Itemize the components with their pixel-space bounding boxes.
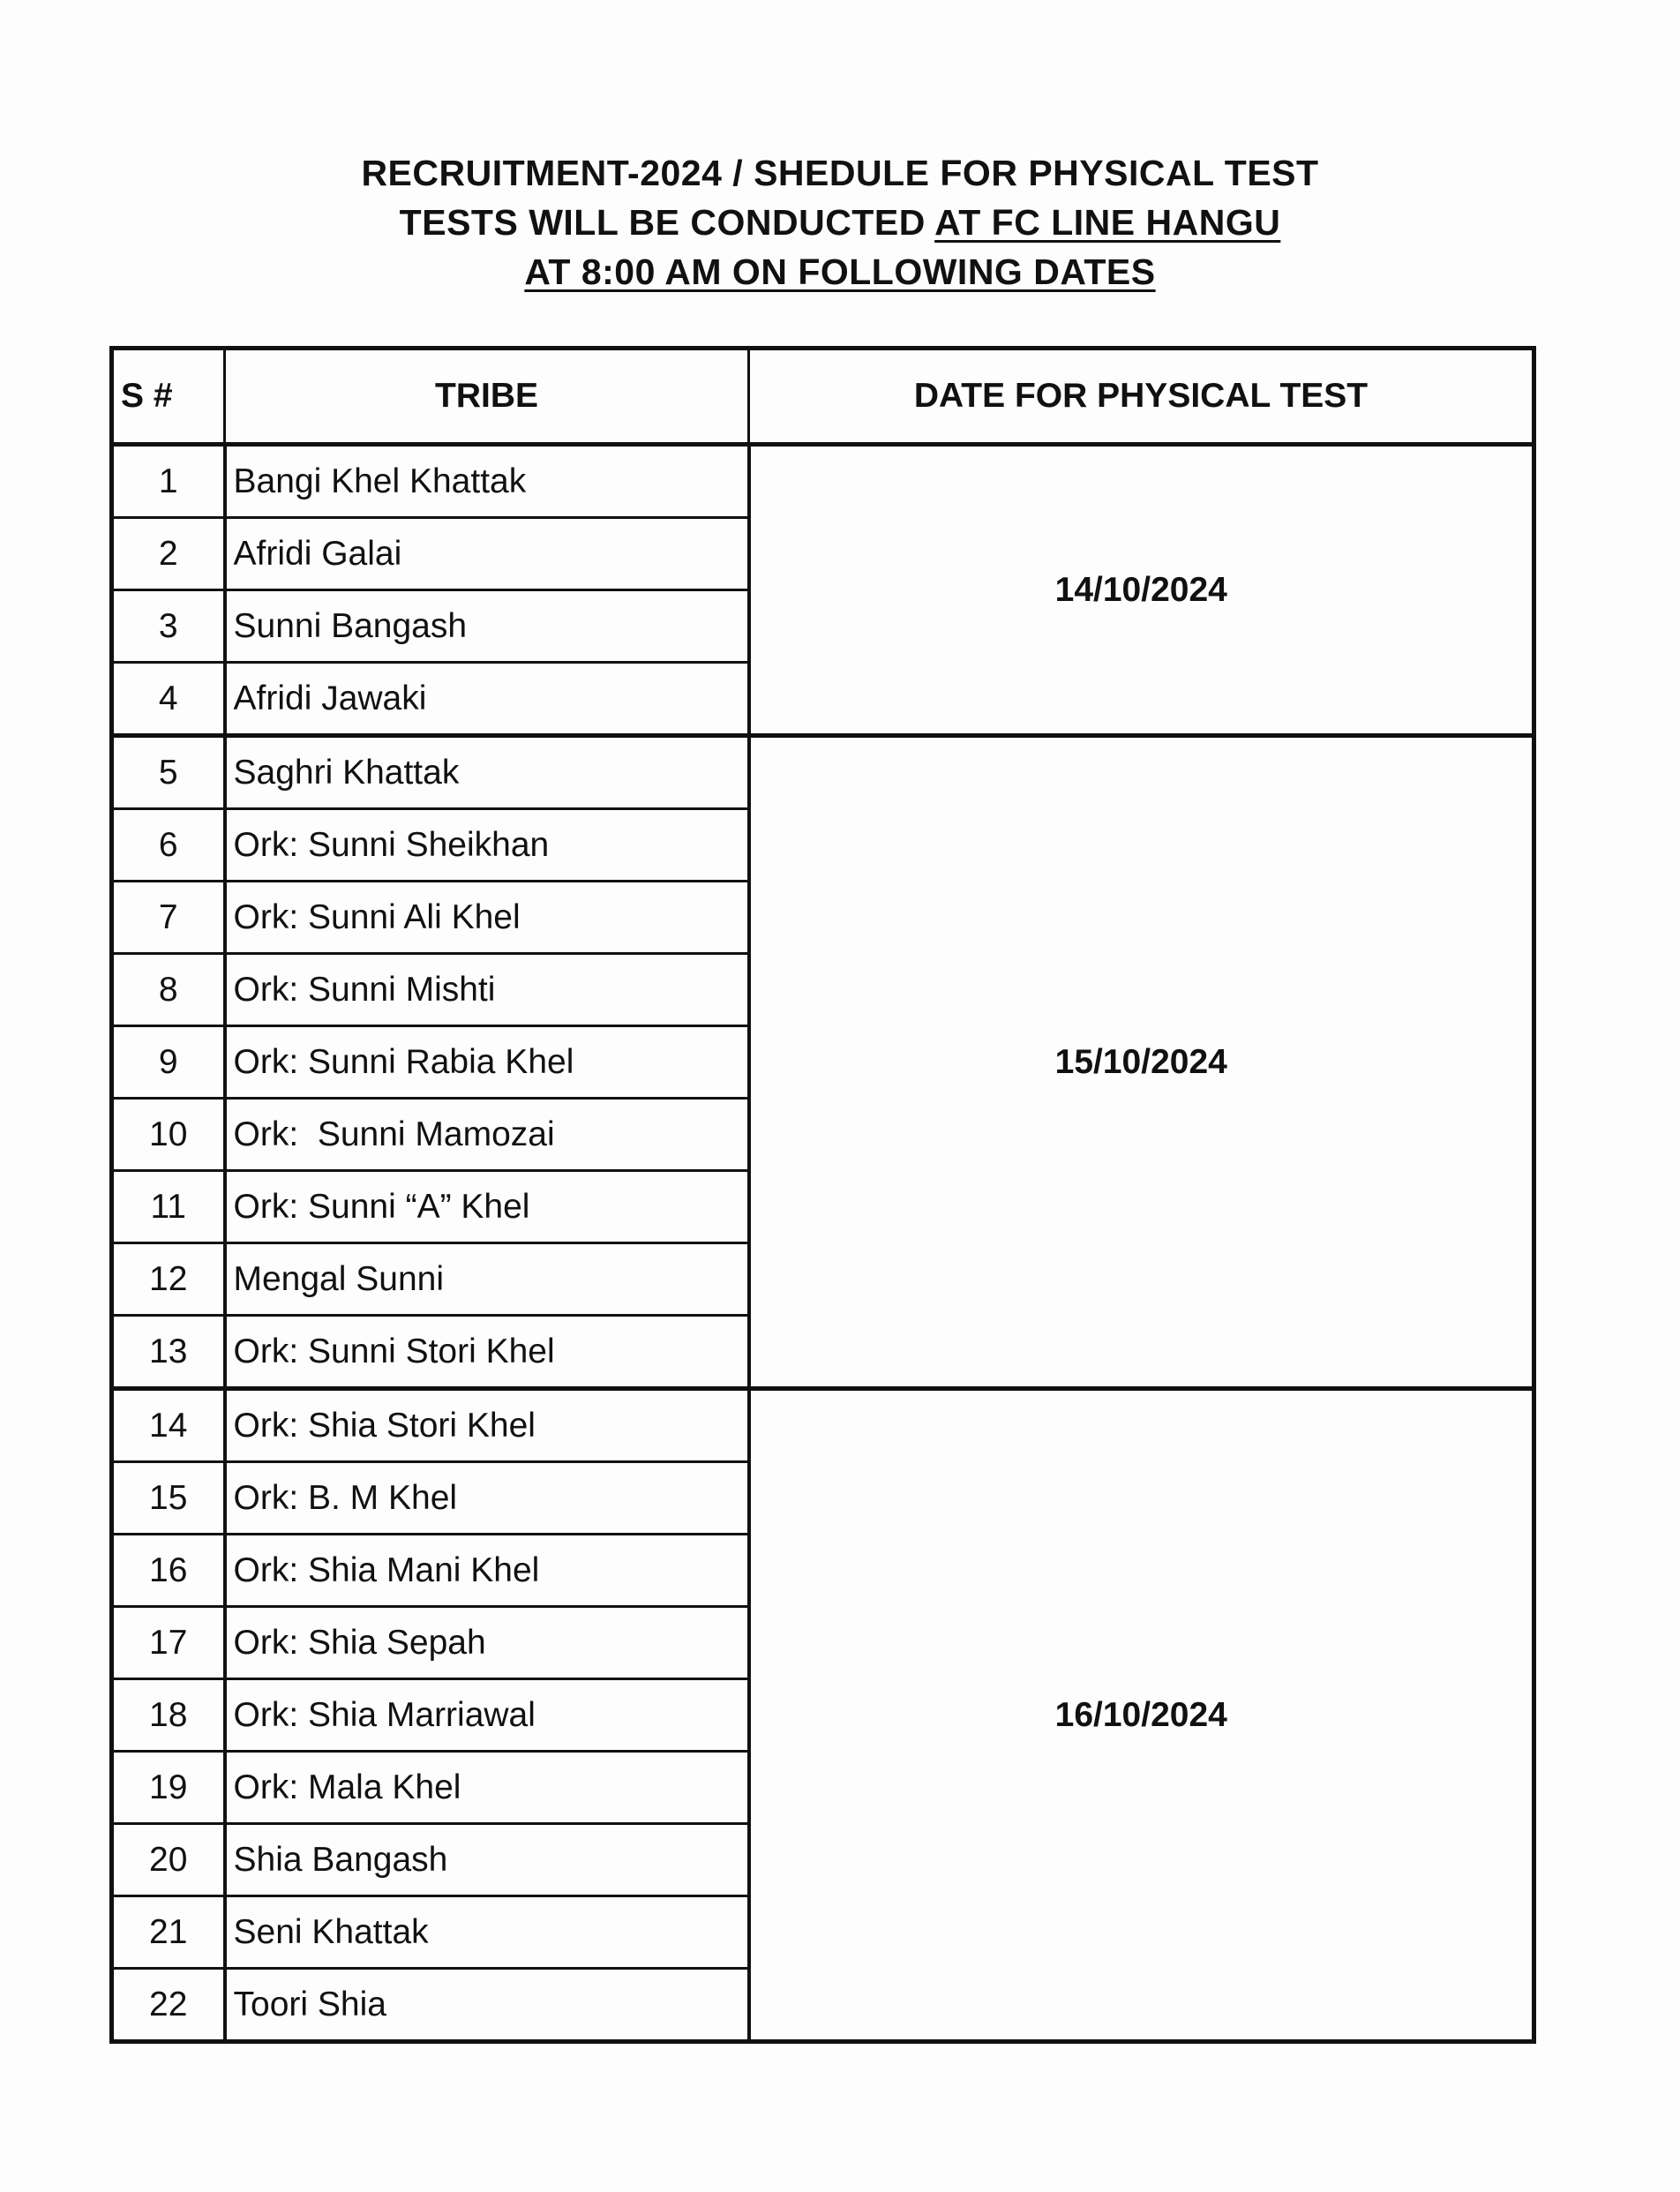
tribe-cell: Ork: Sunni “A” Khel [225, 1171, 749, 1243]
schedule-table-body [112, 445, 1534, 2042]
tribe-cell: Seni Khattak [225, 1896, 749, 1969]
column-header-date: DATE FOR PHYSICAL TEST [749, 349, 1534, 445]
tribe-cell: Ork: Sunni Ali Khel [225, 882, 749, 954]
document-header [0, 148, 1680, 297]
header-venue: AT FC LINE HANGU [934, 202, 1281, 243]
table-row [112, 1389, 1534, 1462]
serial-number-cell: 21 [112, 1896, 225, 1969]
column-header-tribe: TRIBE [225, 349, 749, 445]
tribe-cell: Shia Bangash [225, 1824, 749, 1896]
serial-number-cell: 14 [112, 1389, 225, 1462]
serial-number-cell: 18 [112, 1679, 225, 1752]
serial-number-cell: 8 [112, 954, 225, 1026]
serial-number-cell: 22 [112, 1969, 225, 2042]
test-date-cell: 16/10/2024 [749, 1389, 1534, 2042]
tribe-cell: Ork: Sunni Mamozai [225, 1099, 749, 1171]
serial-number-cell: 3 [112, 590, 225, 663]
tribe-cell: Ork: Sunni Stori Khel [225, 1316, 749, 1389]
tribe-cell: Saghri Khattak [225, 736, 749, 809]
serial-number-cell: 15 [112, 1462, 225, 1535]
header-line-2-text: TESTS WILL BE CONDUCTED [399, 202, 935, 243]
column-header-serial: S # [112, 349, 225, 445]
tribe-cell: Afridi Galai [225, 518, 749, 590]
tribe-cell: Ork: Shia Sepah [225, 1607, 749, 1679]
serial-number-cell: 9 [112, 1026, 225, 1099]
tribe-cell: Mengal Sunni [225, 1243, 749, 1316]
serial-number-cell: 11 [112, 1171, 225, 1243]
serial-number-cell: 13 [112, 1316, 225, 1389]
serial-number-cell: 5 [112, 736, 225, 809]
tribe-cell: Ork: Sunni Mishti [225, 954, 749, 1026]
tribe-cell: Ork: Shia Mani Khel [225, 1535, 749, 1607]
serial-number-cell: 10 [112, 1099, 225, 1171]
tribe-cell: Ork: B. M Khel [225, 1462, 749, 1535]
tribe-cell: Ork: Sunni Rabia Khel [225, 1026, 749, 1099]
serial-number-cell: 17 [112, 1607, 225, 1679]
table-row [112, 736, 1534, 809]
tribe-cell: Ork: Shia Marriawal [225, 1679, 749, 1752]
serial-number-cell: 20 [112, 1824, 225, 1896]
serial-number-cell: 4 [112, 663, 225, 736]
tribe-cell: Bangi Khel Khattak [225, 445, 749, 518]
test-date-cell: 14/10/2024 [749, 445, 1534, 736]
header-line-1: RECRUITMENT-2024 / SHEDULE FOR PHYSICAL TEST [361, 153, 1319, 193]
serial-number-cell: 16 [112, 1535, 225, 1607]
tribe-cell: Afridi Jawaki [225, 663, 749, 736]
serial-number-cell: 12 [112, 1243, 225, 1316]
header-line-2 [0, 198, 1680, 247]
serial-number-cell: 2 [112, 518, 225, 590]
serial-number-cell: 19 [112, 1752, 225, 1824]
schedule-table [109, 346, 1536, 2044]
tribe-cell: Ork: Shia Stori Khel [225, 1389, 749, 1462]
serial-number-cell: 7 [112, 882, 225, 954]
tribe-cell: Ork: Mala Khel [225, 1752, 749, 1824]
table-header-row [112, 349, 1534, 445]
header-time: AT 8:00 AM ON FOLLOWING DATES [524, 251, 1156, 292]
table-row [112, 445, 1534, 518]
tribe-cell: Toori Shia [225, 1969, 749, 2042]
test-date-cell: 15/10/2024 [749, 736, 1534, 1389]
tribe-cell: Sunni Bangash [225, 590, 749, 663]
tribe-cell: Ork: Sunni Sheikhan [225, 809, 749, 882]
header-line-3 [0, 247, 1680, 297]
serial-number-cell: 1 [112, 445, 225, 518]
serial-number-cell: 6 [112, 809, 225, 882]
